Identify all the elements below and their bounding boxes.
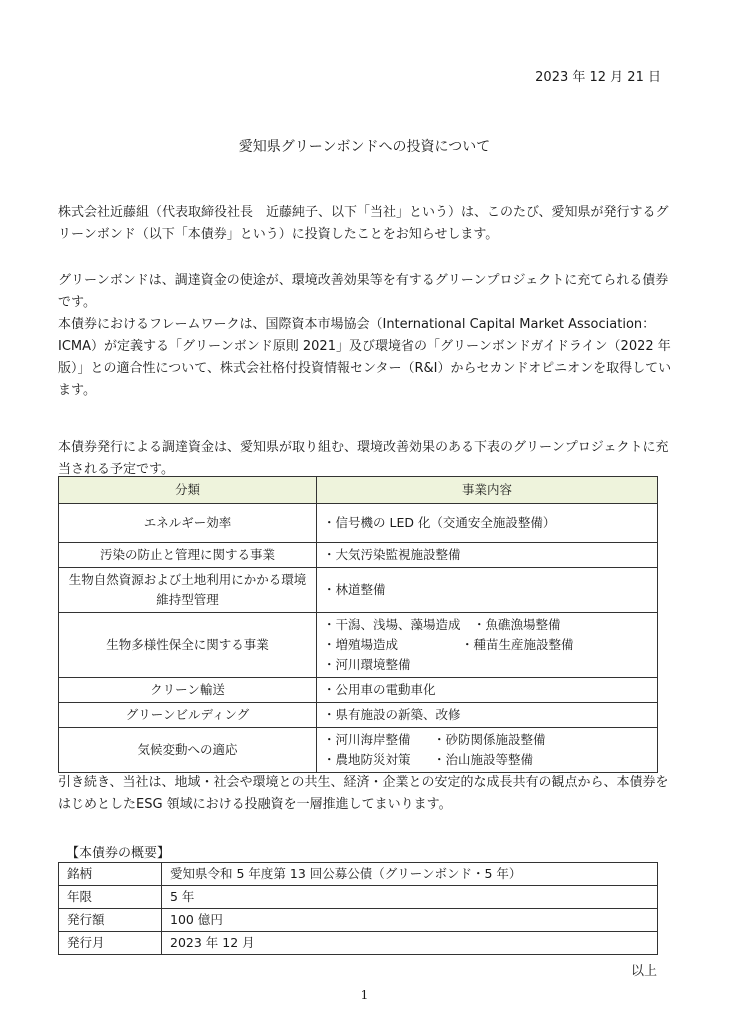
- business-item: ・農地防災対策: [323, 752, 411, 767]
- table-row: [59, 886, 658, 909]
- category-cell: 生物多様性保全に関する事業: [59, 613, 317, 678]
- business-item: ・公用車の電動車化: [323, 682, 436, 697]
- table-row: [59, 863, 658, 886]
- page-number: 1: [360, 988, 369, 1002]
- category-cell: グリーンビルディング: [59, 703, 317, 728]
- category-cell: 生物自然資源および土地利用にかかる環境維持型管理: [59, 568, 317, 613]
- table-row: [59, 613, 658, 678]
- table-header-row: [59, 477, 658, 504]
- business-item: ・増殖場造成: [323, 637, 399, 652]
- business-item: ・種苗生産施設整備: [461, 637, 574, 652]
- table-row: [59, 568, 658, 613]
- table-row: [59, 932, 658, 955]
- business-item: ・県有施設の新築、改修: [323, 707, 461, 722]
- business-cell: [317, 613, 658, 678]
- business-item: ・林道整備: [323, 582, 386, 597]
- business-cell: [317, 728, 658, 773]
- summary-label: 発行月: [59, 932, 162, 955]
- business-item: ・河川海岸整備: [323, 732, 411, 747]
- summary-value: 2023 年 12 月: [162, 932, 658, 955]
- table-row: [59, 678, 658, 703]
- table-row: [59, 703, 658, 728]
- business-item: ・干潟、浅場、藻場造成: [323, 617, 461, 632]
- business-cell: [317, 568, 658, 613]
- summary-value: 愛知県令和 5 年度第 13 回公募公債（グリーンボンド・5 年）: [162, 863, 658, 886]
- category-cell: エネルギー効率: [59, 504, 317, 543]
- green-project-table: [58, 476, 658, 773]
- header-business: 事業内容: [317, 477, 658, 504]
- summary-value: 100 億円: [162, 909, 658, 932]
- green-bond-definition-paragraph: [58, 270, 675, 402]
- business-cell: [317, 504, 658, 543]
- definition-text: グリーンボンドは、調達資金の使途が、環境改善効果等を有するグリーンプロジェクトに充てられる債券です。: [58, 273, 669, 310]
- business-cell: [317, 678, 658, 703]
- category-cell: 汚染の防止と管理に関する事業: [59, 543, 317, 568]
- summary-value: 5 年: [162, 886, 658, 909]
- business-item: ・信号機の LED 化（交通安全施設整備）: [323, 515, 556, 530]
- use-of-proceeds-paragraph: 本債券発行による調達資金は、愛知県が取り組む、環境改善効果のある下表のグリーンプロジェクトに充当される予定です。: [58, 440, 669, 477]
- table-row: [59, 909, 658, 932]
- business-item: ・魚礁漁場整備: [473, 617, 561, 632]
- business-item: ・大気汚染監視施設整備: [323, 547, 461, 562]
- table-row: [59, 728, 658, 773]
- table-row: [59, 543, 658, 568]
- category-cell: 気候変動への適応: [59, 728, 317, 773]
- summary-heading: 【本債券の概要】: [66, 846, 171, 861]
- business-item: ・治山施設等整備: [433, 752, 534, 767]
- document-title: 愛知県グリーンボンドへの投資について: [238, 139, 491, 155]
- intro-paragraph: 株式会社近藤組（代表取締役社長 近藤純子、以下「当社」という）は、このたび、愛知県が発行するグリーンボンド（以下「本債券」という）に投資したことをお知らせします。: [58, 205, 669, 242]
- header-category: 分類: [59, 477, 317, 504]
- closing-paragraph: 引き続き、当社は、地域・社会や環境との共生、経済・企業との安定的な成長共有の観点から、本債券をはじめとしたESG 領域における投融資を一層推進してまいります。: [58, 775, 669, 812]
- summary-label: 年限: [59, 886, 162, 909]
- document-date: 2023 年 12 月 21 日: [535, 70, 661, 85]
- business-cell: [317, 543, 658, 568]
- table-row: [59, 504, 658, 543]
- category-cell: クリーン輸送: [59, 678, 317, 703]
- summary-label: 発行額: [59, 909, 162, 932]
- bond-summary-table: [58, 862, 658, 955]
- business-item: ・河川環境整備: [323, 657, 411, 672]
- framework-text: 本債券におけるフレームワークは、国際資本市場協会（International Capital Market Association：ICMA）が定義する「グリーンボンド原則 2021」及び環境省の「グリーンボンドガイドライン（2022 年版）」との適合性について、株式会社格付投資情報センター（R&I）からセカンドオピニオンを取得しています。: [58, 317, 672, 398]
- business-cell: [317, 703, 658, 728]
- summary-label: 銘柄: [59, 863, 162, 886]
- closing-mark: 以上: [630, 964, 657, 979]
- business-item: ・砂防関係施設整備: [433, 732, 546, 747]
